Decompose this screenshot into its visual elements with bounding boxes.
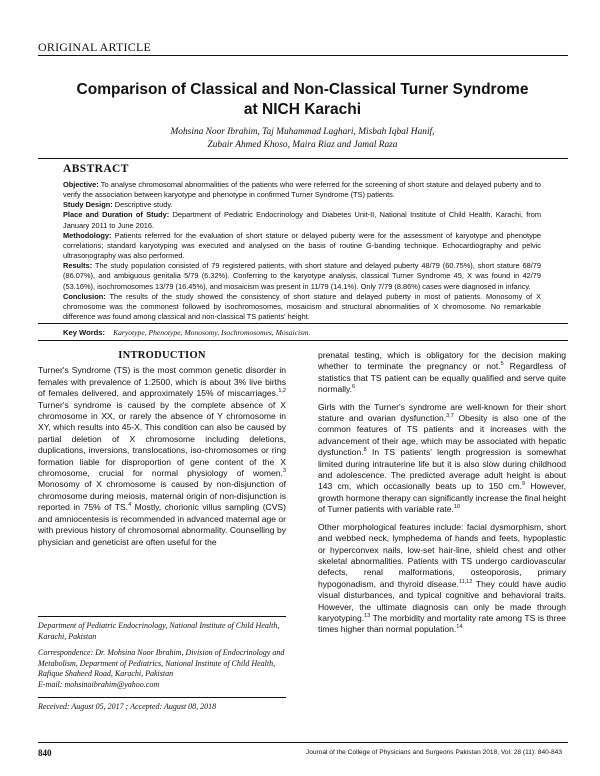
left-column [38, 350, 286, 554]
authors-line-2: Zubair Ahmed Khoso, Maira Riaz and Jamal Raza [207, 140, 398, 150]
abstract-heading: ABSTRACT [63, 163, 129, 175]
abstract-top-rule [38, 158, 568, 159]
keywords-label: Key Words: [63, 328, 106, 337]
page-number: 840 [38, 748, 52, 758]
correspondence-note: Correspondence: Dr. Mohsina Noor Ibrahim, Division of Endocrinology and Metabolism, Department of Pediatrics, National Institute of Child Health, Rafique Shaheed Road, Karachi, Pakistan E-mail: mohsinaibrahim@yahoo.com [38, 648, 285, 689]
authors-line-1: Mohsina Noor Ibrahim, Taj Muhammad Laghari, Misbah Iqbal Hanif, [170, 127, 435, 137]
intro-paragraph-2: prenatal testing, which is obligatory for the decision making whether to terminate the pregnancy or not.$^5$ Regardless of statistics that TS patient can be equally qualified and serve quite normally.$^6$ [318, 350, 567, 395]
intro-paragraph-1: Turner's Syndrome (TS) is the most common genetic disorder in females with prevalence of 1:2500, which is about 3% live births of females delivered, and approximately 15% of miscarriages.$^{1,2}$ Turner's syndrome is caused by the complete absence of X chromosome in XX, or rarely the absence of Y chromosome in XY, which results into 45-X. This condition can also be caused by partial deletion of X chromosome including deletions, duplications, inversions, translocations, iso-chromosomes or ring formation liable for disproportion of gene content of the X chromosome, crucial for normal physiology of women.$^3$ Monosomy of X chromosome is caused by non-disjunction of chromosome during meiosis, maternal origin of non-disjunction is reported in 75% of TS.$^4$ Mostly, chorionic villus sampling (CVS) and amniocentesis is recommended in advanced maternal age or with previous history of chromosomal abnormality. Counselling by physician and geneticist are often useful for the [38, 365, 286, 547]
abstract-methodology: Methodology: Patients referred for the evaluation of short stature or delayed puberty were for the assessment of karyotype and phenotype correlations; standard karyotyping was executed and analysed on the basis of routine G-banding technique. Echocardiography and pelvic ultrasonography was also performed. [63, 230, 542, 261]
right-column [318, 350, 566, 642]
abstract-results: Results: The study population consisted of 79 registered patients, with short stature and delayed puberty 48/79 (60.75%), short stature 68/79 (86.07%), and ambiguous genitalia 5/79 (6.32%). Conferring to the karyotype analysis, classical Turner Syndrome 45, X was found in 42/79 (53.16%), isochromosomes 13/79 (16.45%), and mosaicism was present in 11/79 (14.1%). Only 7/79 (8.86%) cases were diagnosed in infancy. [63, 261, 541, 291]
keywords-rule [38, 340, 568, 341]
keywords-values: Karyotype, Phenotype, Monosomy, Isochromosomes, Mosaicism. [113, 328, 311, 337]
email-note: E-mail: mohsinaibrahim@yahoo.com [38, 679, 160, 689]
abstract-bottom-rule [38, 323, 568, 324]
abstract-conclusion: Conclusion: The results of the study showed the consistency of short stature and delayed puberty in most of patients. Monosomy of X chromosome was the commonest followed by isochromosomes, mosaicism and structural abnormalities of X chromosome. No remarkable difference was found among classical and non-classical TS patients' height. [63, 291, 542, 322]
author-notes [38, 616, 286, 712]
section-label: ORIGINAL ARTICLE [38, 40, 152, 54]
intro-paragraph-3: Girls with the Turner's syndrome are well-known for their short stature and ovarian dysfunction.$^{3,7}$ Obesity is also one of the common features of TS patients and it increases with the advancement of their age, which may be associated with hepatic dysfunction.$^8$ In TS patients' length progression is somewhat limited during intrauterine life but it is also slow during childhood and adolescence. The predicted average adult height is about 143 cm, which occasionally beats up to 150 cm.$^9$ However, growth hormone therapy can significantly increase the final height of Turner patients with variable rate.$^{10}$ [318, 401, 567, 515]
journal-citation: Journal of the College of Physicians and Surgeons Pakistan 2018, Vol. 28 (11): 840-843 [305, 749, 562, 756]
article-title [50, 80, 555, 120]
title-line-1: Comparison of Classical and Non-Classical Turner Syndrome [76, 81, 529, 98]
footer-rule [38, 742, 568, 743]
author-list [50, 126, 555, 152]
abstract-objective: Objective: To analyse chromosomal abnormalities of the patients who were referred for the screening of short stature and delayed puberty and to verify the association between karyotype and phenotype in confirmed Turner Syndrome (TS) patients. [63, 180, 542, 200]
abstract-place: Place and Duration of Study: Department of Pediatric Endocrinology and Diabetes Unit-II, National Institute of Child Health, Karachi, from January 2011 to June 2016. [63, 210, 542, 230]
received-note: Received: August 05, 2017 ; Accepted: August 08, 2018 [38, 697, 286, 713]
title-line-2: at NICH Karachi [243, 101, 362, 118]
abstract-design: Study Design: Descriptive study. [63, 200, 173, 210]
header-rule [38, 55, 568, 56]
introduction-heading: INTRODUCTION [118, 350, 206, 361]
abstract-body [63, 180, 541, 322]
intro-paragraph-4: Other morphological features include: facial dysmorphism, short and webbed neck, lymphedema of hands and feets, hypoplastic or hyperconvex nails, low-set hair-line, shield chest and other skeletal abnormalities. Patients with TS undergo cardiovascular defects, renal malformations, osteoporosis, primary hypogonadism, and thyroid disease.$^{11,12}$ They could have audio visual disturbances, and typical cognitive and behavioral traits. However, the ultimate diagnosis can only be made through karyotyping.$^{13}$ The morbidity and mortality rate among TS is three times higher than normal population.$^{14}$ [318, 521, 566, 635]
keywords [63, 327, 541, 338]
department-note: Department of Pediatric Endocrinology, National Institute of Child Health, Karachi, Pakistan [38, 621, 280, 641]
